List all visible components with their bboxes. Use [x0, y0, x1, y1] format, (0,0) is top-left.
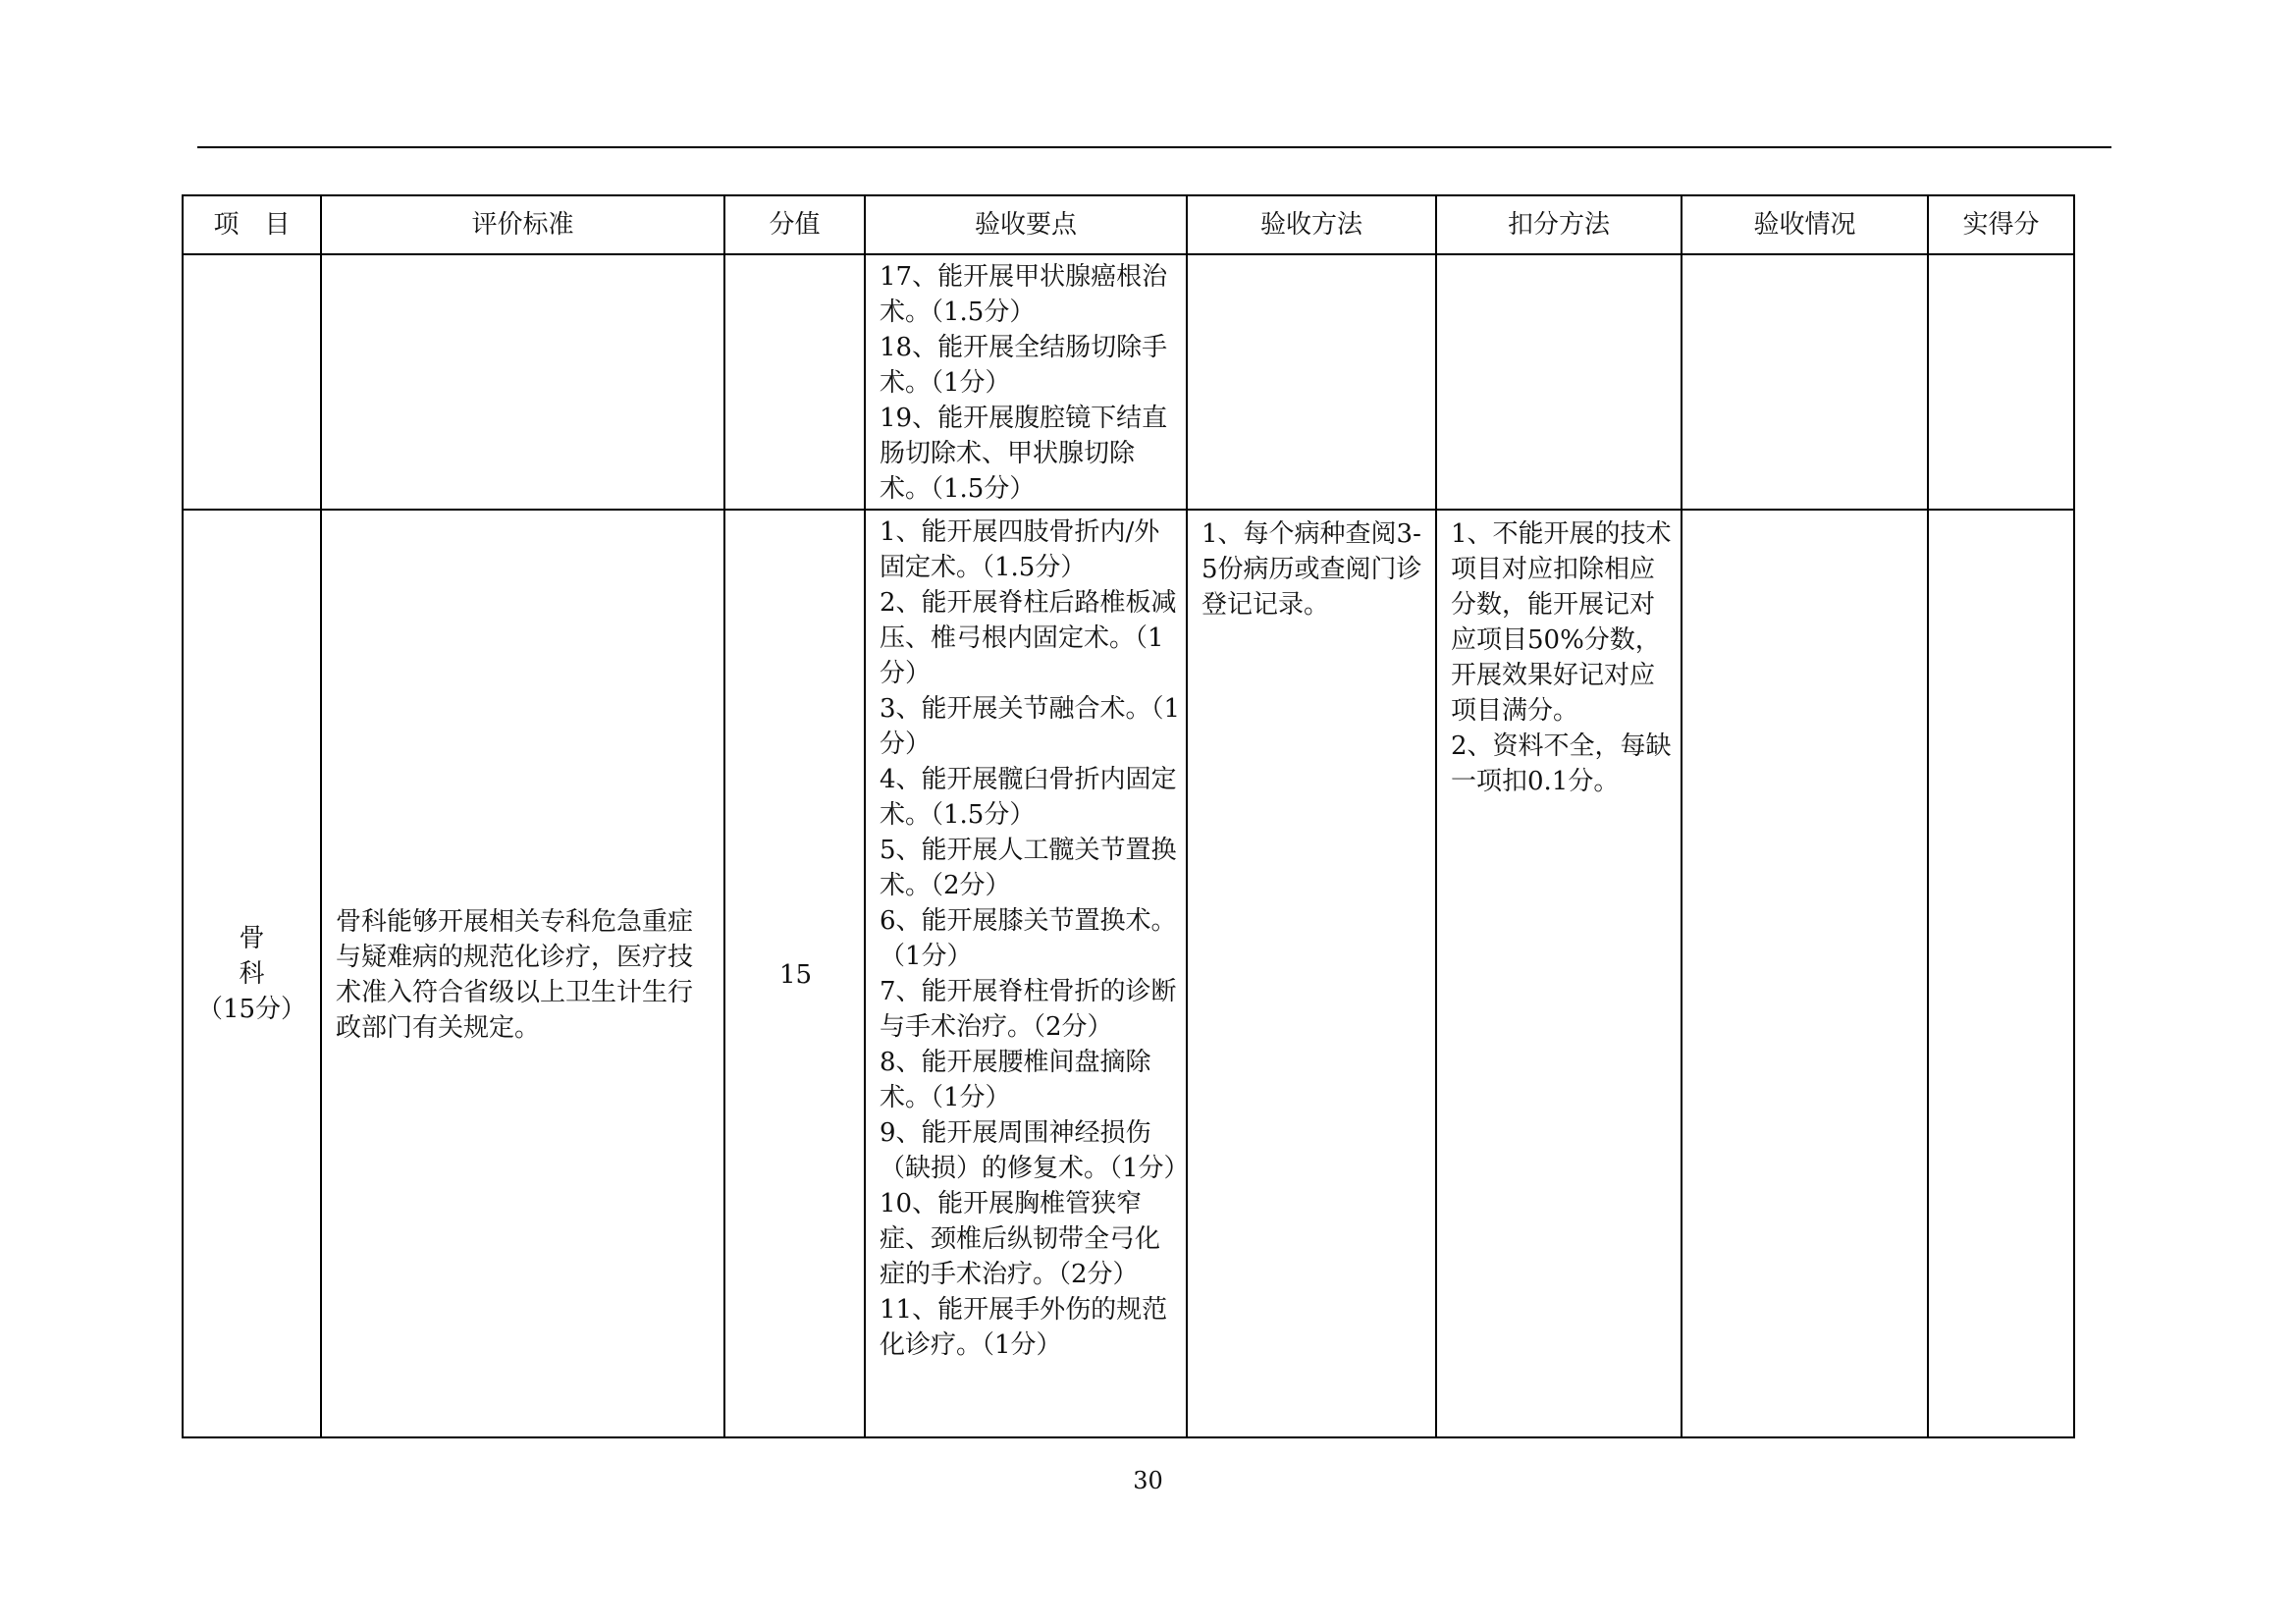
cell-score — [724, 254, 865, 510]
item-label: 骨 — [239, 923, 265, 953]
cell-actual-score — [1928, 510, 2074, 1437]
header-method: 验收方法 — [1187, 195, 1436, 254]
cell-deduction — [1436, 254, 1682, 510]
point-item: 6、能开展膝关节置换术。（1分） — [880, 906, 1177, 971]
cell-score: 15 — [724, 510, 865, 1437]
header-rule — [197, 146, 2111, 148]
table-row-continued — [183, 254, 2074, 510]
cell-criteria: 骨科能够开展相关专科危急重症与疑难病的规范化诊疗，医疗技术准入符合省级以上卫生计生行政部门有关规定。 — [321, 510, 724, 1437]
point-item: 3、能开展关节融合术。（1分） — [880, 694, 1181, 759]
cell-situation — [1682, 510, 1928, 1437]
header-actual-score: 实得分 — [1928, 195, 2074, 254]
point-item: 17、能开展甲状腺癌根治术。（1.5分） — [880, 262, 1168, 327]
header-points: 验收要点 — [865, 195, 1187, 254]
point-item: 1、能开展四肢骨折内/外固定术。（1.5分） — [880, 517, 1160, 582]
cell-actual-score — [1928, 254, 2074, 510]
header-criteria: 评价标准 — [321, 195, 724, 254]
cell-method: 1、每个病种查阅3-5份病历或查阅门诊登记记录。 — [1187, 510, 1436, 1437]
header-situation: 验收情况 — [1682, 195, 1928, 254]
point-item: 2、能开展脊柱后路椎板减压、椎弓根内固定术。（1分） — [880, 588, 1177, 688]
acceptance-table — [182, 194, 2075, 1438]
cell-points — [865, 510, 1190, 1437]
cell-deduction — [1436, 510, 1682, 1437]
header-item: 项 目 — [183, 195, 321, 254]
header-row — [183, 195, 2074, 254]
deduction-item: 1、不能开展的技术项目对应扣除相应分数，能开展记对应项目50%分数，开展效果好记对应项目满分。 — [1451, 519, 1672, 726]
point-item: 18、能开展全结肠切除手术。（1分） — [880, 333, 1168, 398]
deduction-item: 2、资料不全，每缺一项扣0.1分。 — [1451, 731, 1672, 796]
table-row-orthopedics — [183, 510, 2074, 1437]
cell-points — [865, 254, 1187, 510]
point-item: 7、能开展脊柱骨折的诊断与手术治疗。（2分） — [880, 977, 1177, 1042]
point-item: 4、能开展髋臼骨折内固定术。（1.5分） — [880, 765, 1177, 830]
item-label: 科 — [239, 958, 265, 989]
point-item: 5、能开展人工髋关节置换术。（2分） — [880, 836, 1177, 900]
item-score-label: （15分） — [196, 994, 307, 1024]
point-item: 19、能开展腹腔镜下结直肠切除术、甲状腺切除术。（1.5分） — [880, 404, 1168, 504]
cell-item — [183, 254, 321, 510]
cell-criteria — [321, 254, 724, 510]
point-item: 8、能开展腰椎间盘摘除术。（1分） — [880, 1048, 1151, 1112]
header-deduction: 扣分方法 — [1436, 195, 1682, 254]
point-item: 11、能开展手外伤的规范化诊疗。（1分） — [880, 1295, 1168, 1360]
cell-method — [1187, 254, 1436, 510]
cell-item — [183, 510, 321, 1437]
point-item: 10、能开展胸椎管狭窄症、颈椎后纵韧带全弓化症的手术治疗。（2分） — [880, 1189, 1161, 1289]
page-number: 30 — [1133, 1467, 1163, 1494]
cell-situation — [1682, 254, 1928, 510]
header-score: 分值 — [724, 195, 865, 254]
point-item: 9、能开展周围神经损伤（缺损）的修复术。（1分） — [880, 1118, 1190, 1183]
